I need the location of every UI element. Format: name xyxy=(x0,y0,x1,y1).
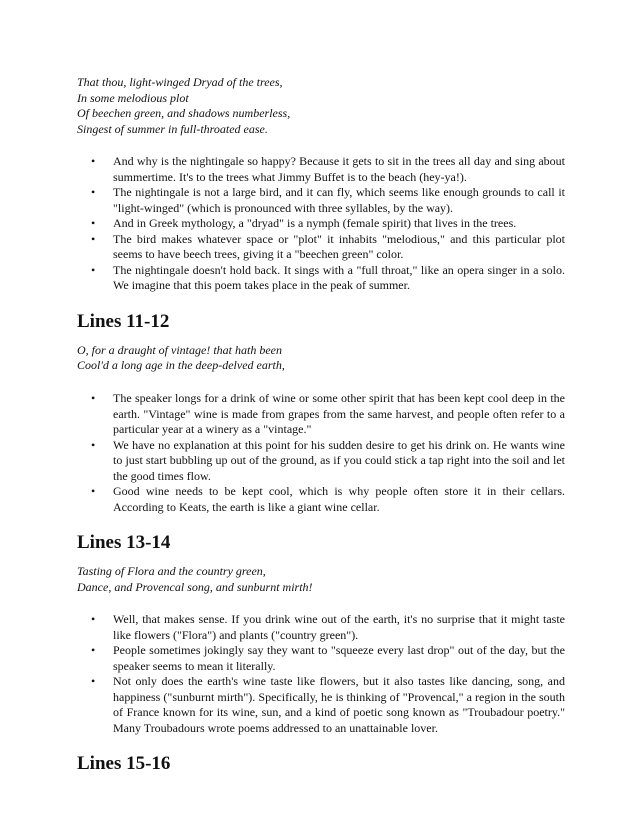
bullet-icon: • xyxy=(91,185,96,200)
list-item xyxy=(77,263,565,294)
quote-line: O, for a draught of vintage! that hath been xyxy=(77,342,282,357)
list-item xyxy=(77,674,565,736)
section-quote xyxy=(77,343,565,374)
bullet-icon: • xyxy=(91,231,96,246)
bullet-text: The nightingale doesn't hold back. It sings with a "full throat," like an opera singer in a solo. We imagine that this poem takes place in the peak of summer. xyxy=(113,262,565,293)
section-heading: Lines 13-14 xyxy=(77,532,171,554)
quote-line: Tasting of Flora and the country green, xyxy=(77,564,266,579)
quote-line: Of beechen green, and shadows numberless, xyxy=(77,106,291,121)
list-item xyxy=(77,612,565,643)
list-item xyxy=(77,484,565,515)
bullet-text: We have no explanation at this point for his sudden desire to get his drink on. He wants wine to just start bubbling up out of the ground, as if you could stick a tap right into the soil and let the good times flow. xyxy=(113,437,565,483)
quote-line: Dance, and Provencal song, and sunburnt mirth! xyxy=(77,579,313,594)
bullet-text: The nightingale is not a large bird, and it can fly, which seems like enough grounds to call it "light-winged" (which is pronounced with three syllables, by the way). xyxy=(113,185,565,215)
intro-quote xyxy=(77,75,565,137)
bullet-text: Good wine needs to be kept cool, which is why people often store it in their cellars. According to Keats, the earth is like a giant wine cellar. xyxy=(113,484,565,514)
quote-line: Cool'd a long age in the deep-delved earth, xyxy=(77,358,285,373)
bullet-icon: • xyxy=(91,643,96,658)
list-item xyxy=(77,391,565,438)
bullet-text: The bird makes whatever space or "plot" it inhabits "melodious," and this particular plot seems to have beech trees, giving it a "beechen green" color. xyxy=(113,231,565,262)
bullet-text: Well, that makes sense. If you drink wine out of the earth, it's no surprise that it might taste like flowers ("Flora") and plants ("country green"). xyxy=(113,612,565,642)
quote-line: In some melodious plot xyxy=(77,90,189,105)
bullet-text: Not only does the earth's wine taste like flowers, but it also tastes like dancing, song, and happiness ("sunburnt mirth"). Specifically, he is thinking of "Provencal," a region in the south of France known for its wine, sun, and a kind of poetic song known as "Troubadour poetry." Many Troubadours wrote poems addressed to an unattainable lover. xyxy=(113,674,565,735)
section-heading: Lines 15-16 xyxy=(77,753,171,775)
list-item xyxy=(77,438,565,485)
list-item xyxy=(77,216,565,232)
bullet-icon: • xyxy=(91,484,96,499)
bullet-text: The speaker longs for a drink of wine or some other spirit that has been kept cool deep in the earth. "Vintage" wine is made from grapes from the same harvest, and people often refer to a particular year at a winery as a "vintage." xyxy=(113,391,565,437)
intro-bullet-list xyxy=(77,154,565,294)
quote-line: Singest of summer in full-throated ease. xyxy=(77,121,268,136)
bullet-icon: • xyxy=(91,216,96,231)
bullet-text: And why is the nightingale so happy? Because it gets to sit in the trees all day and sing about summertime. It's to the trees what Jimmy Buffet is to the beach (hey-ya!). xyxy=(113,154,565,184)
list-item xyxy=(77,232,565,263)
section-bullet-list xyxy=(77,391,565,515)
bullet-text: People sometimes jokingly say they want to "squeeze every last drop" out of the day, but the speaker seems to mean it literally. xyxy=(113,643,565,673)
bullet-text: And in Greek mythology, a "dryad" is a nymph (female spirit) that lives in the trees. xyxy=(113,216,517,231)
quote-line: That thou, light-winged Dryad of the trees, xyxy=(77,75,283,89)
section-quote xyxy=(77,564,565,595)
document-page xyxy=(77,72,565,775)
section-heading: Lines 11-12 xyxy=(77,310,170,332)
list-item xyxy=(77,154,565,185)
bullet-icon: • xyxy=(91,262,96,277)
list-item xyxy=(77,643,565,674)
bullet-icon: • xyxy=(91,612,96,627)
list-item xyxy=(77,185,565,216)
bullet-icon: • xyxy=(91,154,96,169)
bullet-icon: • xyxy=(91,674,96,689)
bullet-icon: • xyxy=(91,391,96,406)
section-bullet-list xyxy=(77,612,565,736)
bullet-icon: • xyxy=(91,437,96,452)
